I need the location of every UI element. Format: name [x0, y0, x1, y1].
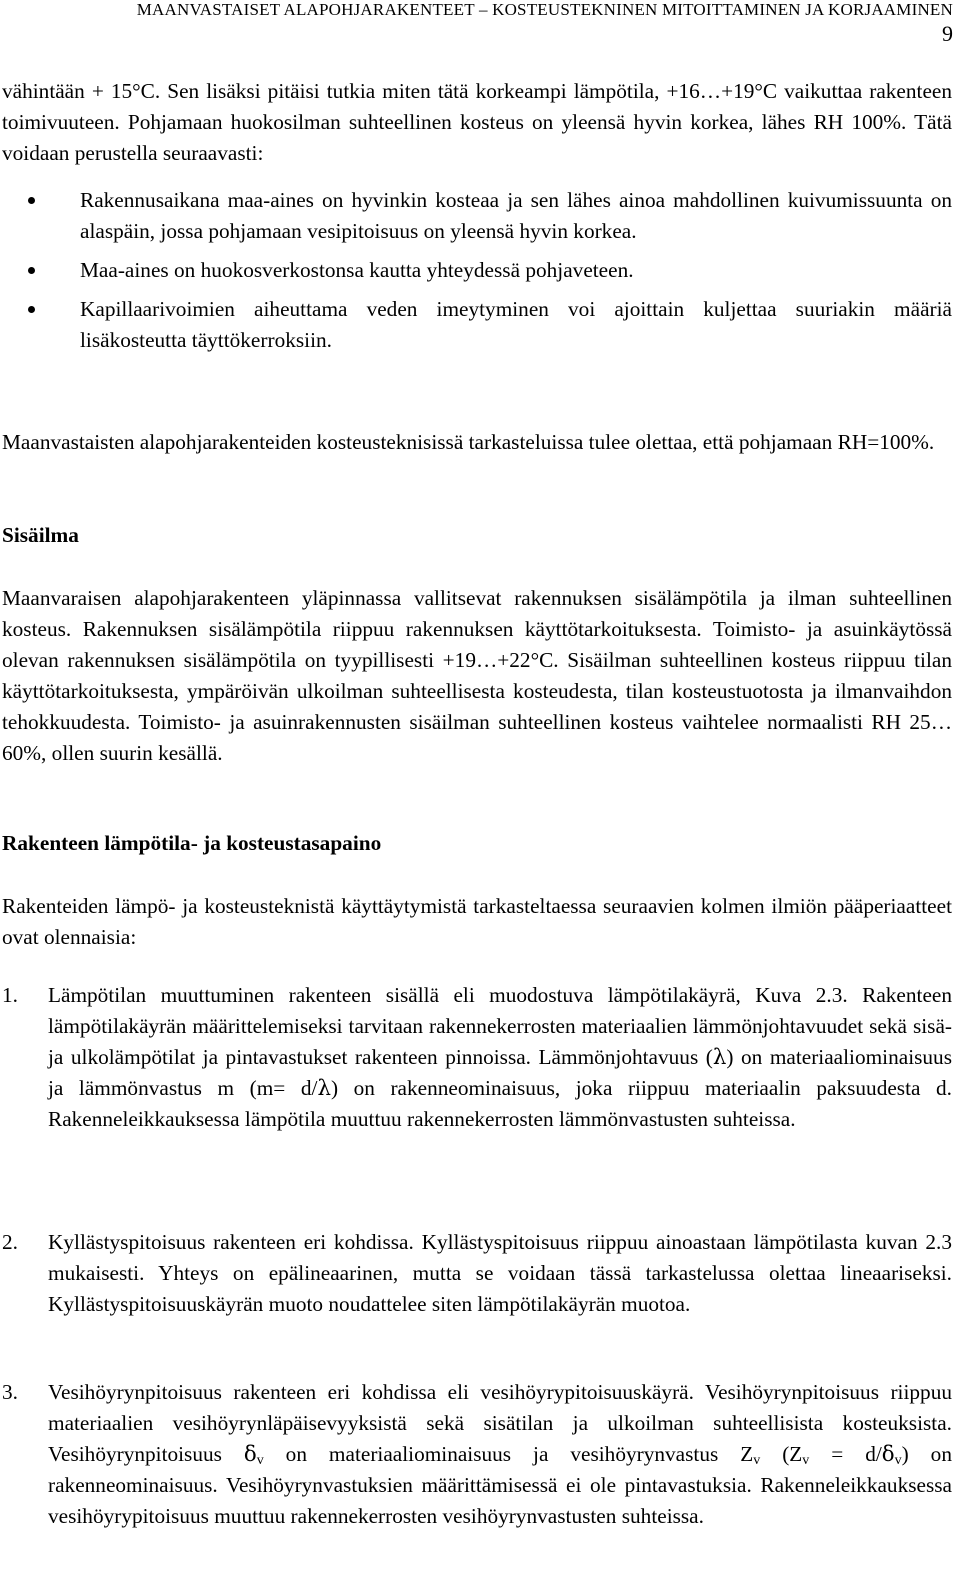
- list-text: = d/: [809, 1442, 882, 1466]
- bullet-list: [2, 185, 952, 364]
- list-item: [2, 1227, 952, 1320]
- list-text: (Z: [760, 1442, 803, 1466]
- numbered-list-item-2: [2, 1227, 952, 1320]
- bullet-icon: [28, 197, 35, 204]
- intro-paragraph: vähintään + 15°C. Sen lisäksi pitäisi tutkia miten tätä korkeampi lämpötila, +16…+19°C vaikuttaa rakenteen toimivuuteen. Pohjamaan huokosilman suhteellinen kosteus on yleensä hyvin korkea, lähes RH 100%. Tätä voidaan perustella seuraavasti:: [2, 79, 952, 165]
- list-item: [2, 185, 952, 247]
- list-item: [2, 294, 952, 356]
- delta-symbol: δ: [243, 1442, 257, 1467]
- list-text: ) on rakenneominaisuus. Vesihöyrynvastuksien määrittämisessä ei ole pintavastuksia. Rakenneleikkauksessa vesihöyrypitoisuus muuttuu rakennekerrosten vesihöyrynvastusten suhteissa.: [48, 1442, 952, 1528]
- list-text: Kyllästyspitoisuus rakenteen eri kohdissa. Kyllästyspitoisuus riippuu ainoastaan lämpötilasta kuvan 2.3 mukaisesti. Yhteys on epälineaarinen, mutta se voidaan tässä tarkastelussa olettaa lineaariseksi. Kyllästyspitoisuuskäyrän muoto noudattelee siten lämpötilakäyrän muotoa.: [48, 1230, 952, 1316]
- list-item: [2, 980, 952, 1135]
- bullet-text: Kapillaarivoimien aiheuttama veden imeytyminen voi ajoittain kuljettaa suuriakin määriä lisäkosteutta täyttökerroksiin.: [80, 297, 952, 352]
- conclusion-paragraph: Maanvastaisten alapohjarakenteiden kosteusteknisissä tarkasteluissa tulee olettaa, että pohjamaan RH=100%.: [2, 430, 935, 454]
- subscript: v: [256, 1453, 264, 1468]
- list-text: ) on materiaaliominaisuus ja lämmönvastus m (m= d/: [48, 1045, 952, 1100]
- lambda-symbol: λ: [317, 1076, 331, 1101]
- running-header: MAANVASTAISET ALAPOHJARAKENTEET – KOSTEUSTEKNINEN MITOITTAMINEN JA KORJAAMINEN: [136, 0, 953, 19]
- bullet-icon: [28, 306, 35, 313]
- numbered-list-item-1: [2, 980, 952, 1135]
- section-heading-tasapaino: Rakenteen lämpötila- ja kosteustasapaino: [2, 831, 382, 855]
- subscript: v: [753, 1453, 761, 1468]
- subscript: v: [894, 1453, 902, 1468]
- bullet-text: Maa-aines on huokosverkostonsa kautta yhteydessä pohjaveteen.: [80, 258, 634, 282]
- list-item: [2, 255, 952, 286]
- lambda-symbol: λ: [712, 1045, 727, 1070]
- list-text: Lämpötilan muuttuminen rakenteen sisällä eli muodostuva lämpötilakäyrä, Kuva 2.3. Rakenteen lämpötilakäyrän määrittelemiseksi tarvitaan rakennekerrosten materiaalien lämmönjohtavuudet sekä sisä- ja ulkolämpötilat ja pintavastukset rakenteen pinnoissa. Lämmönjohtavuus (: [48, 983, 952, 1069]
- list-number: 1.: [2, 983, 18, 1007]
- list-text: on materiaaliominaisuus ja vesihöyrynvastus Z: [263, 1442, 754, 1466]
- numbered-list-item-3: [2, 1377, 952, 1532]
- section-heading-sisailma: Sisäilma: [2, 523, 79, 547]
- list-item: [2, 1377, 952, 1532]
- list-text: Vesihöyrynpitoisuus rakenteen eri kohdissa eli vesihöyrypitoisuuskäyrä. Vesihöyrynpitoisuus riippuu materiaalien vesihöyrynläpäisevyyksistä sekä sisätilan ja ulkoilman suhteellisista kosteuksista. Vesihöyrynpitoisuus: [48, 1380, 952, 1466]
- list-number: 2.: [2, 1230, 18, 1254]
- bullet-icon: [28, 267, 35, 274]
- page-number: 9: [942, 21, 953, 46]
- delta-symbol: δ: [881, 1442, 895, 1467]
- subscript: v: [802, 1453, 810, 1468]
- tasapaino-paragraph: Rakenteiden lämpö- ja kosteusteknistä käyttäytymistä tarkasteltaessa seuraavien kolmen ilmiön pääperiaatteet ovat olennaisia:: [2, 894, 952, 949]
- bullet-text: Rakennusaikana maa-aines on hyvinkin kosteaa ja sen lähes ainoa mahdollinen kuivumissuunta on alaspäin, jossa pohjamaan vesipitoisuus on yleensä hyvin korkea.: [80, 188, 952, 243]
- sisailma-paragraph: Maanvaraisen alapohjarakenteen yläpinnassa vallitsevat rakennuksen sisälämpötila ja ilman suhteellinen kosteus. Rakennuksen sisälämpötila riippuu rakennuksen käyttötarkoituksesta. Toimisto- ja asuinkäytössä olevan rakennuksen sisälämpötila on tyypillisesti +19…+22°C. Sisäilman suhteellinen kosteus riippuu tilan käyttötarkoituksesta, ympäröivän ulkoilman suhteellisesta kosteudesta, tilan kosteustuotosta ja ilmanvaihdon tehokkuudesta. Toimisto- ja asuinrakennusten sisäilman suhteellinen kosteus vaihtelee normaalisti RH 25…60%, ollen suurin kesällä.: [2, 586, 952, 765]
- list-number: 3.: [2, 1380, 18, 1404]
- list-text: ) on rakenneominaisuus, joka riippuu materiaalin paksuudesta d. Rakenneleikkauksessa lämpötila muuttuu rakennekerrosten lämmönvastusten suhteissa.: [48, 1076, 952, 1131]
